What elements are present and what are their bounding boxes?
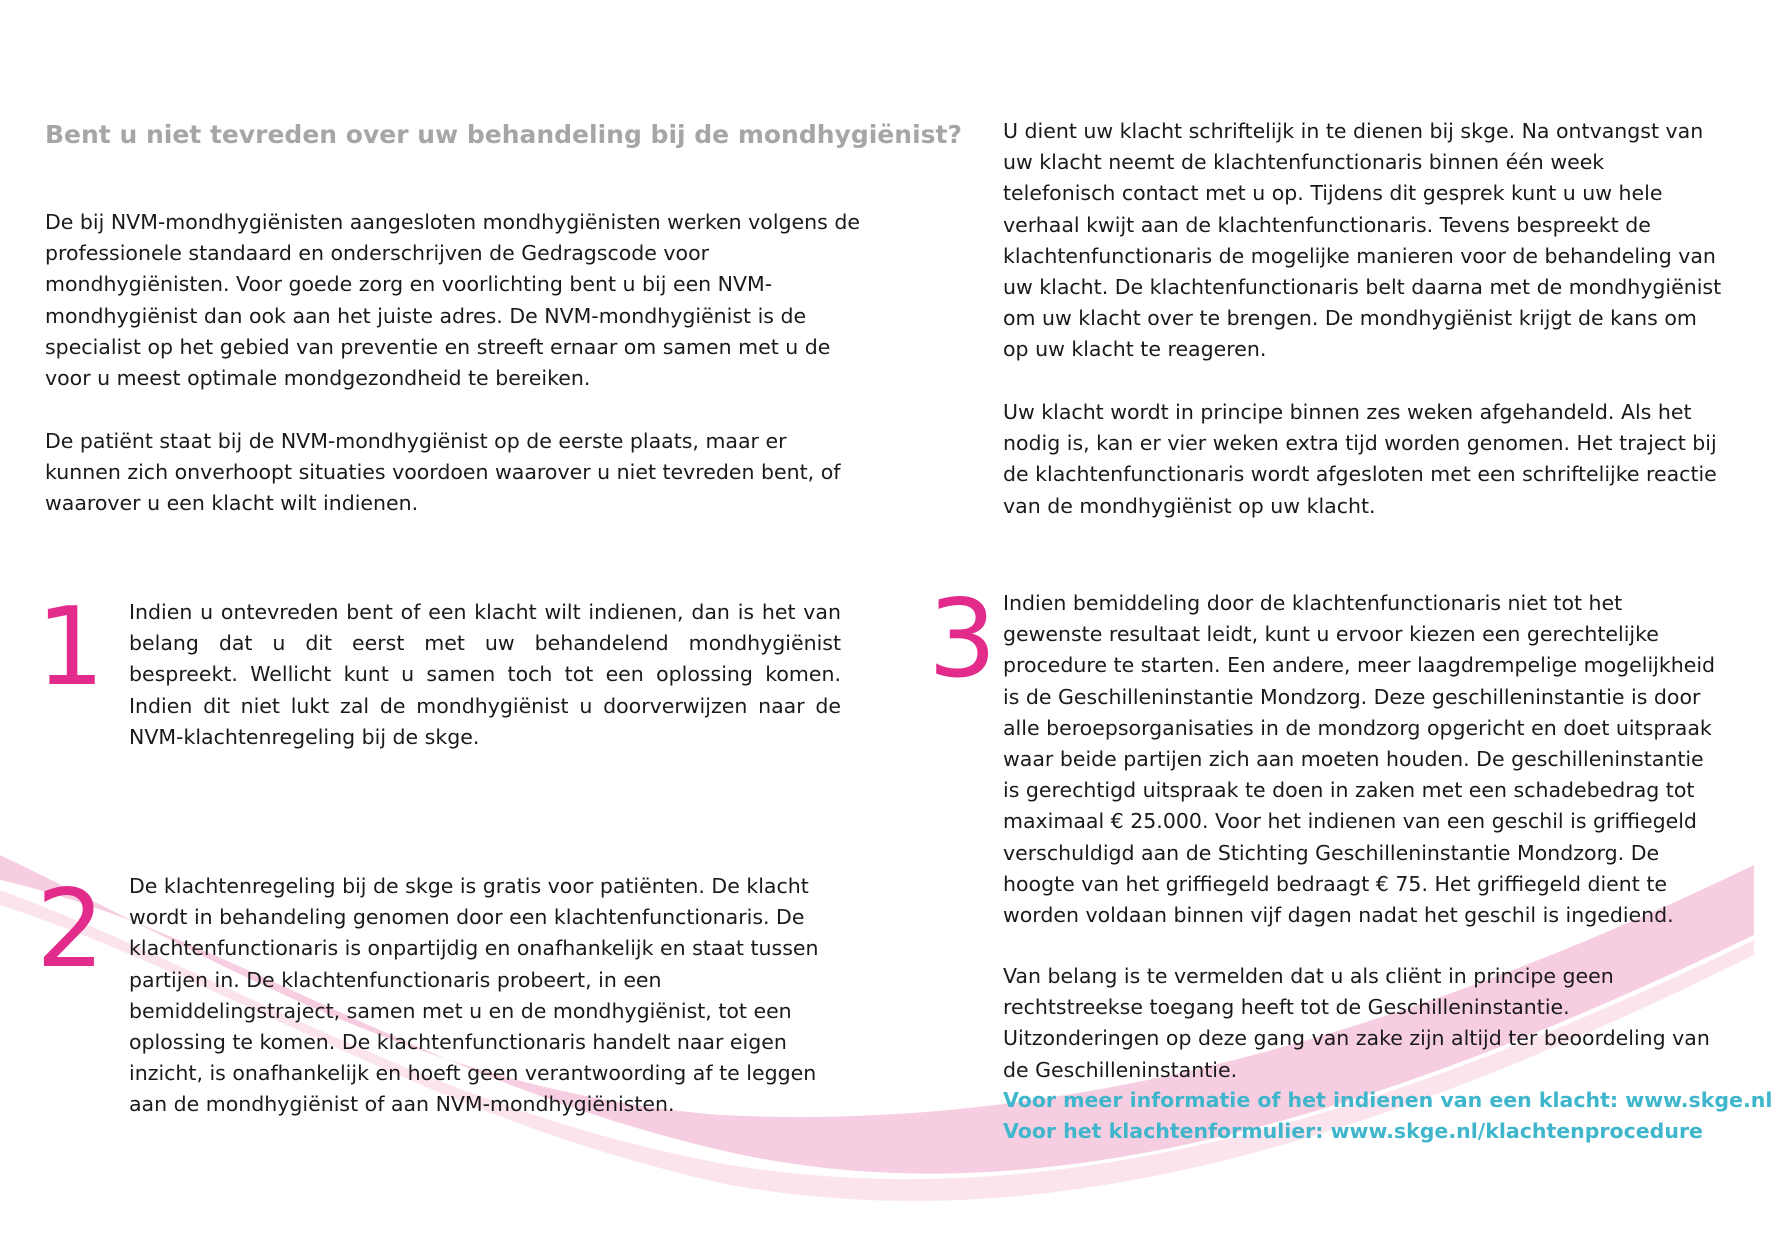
info-links	[1003, 1085, 1772, 1147]
page-heading: Bent u niet tevreden over uw behandeling bij de mondhygiënist?	[45, 119, 962, 149]
info-link-line	[1003, 1085, 1772, 1116]
step-number-3: 3	[928, 577, 997, 702]
intro-paragraph-1: De bij NVM-mondhygiënisten aangesloten mondhygiënisten werken volgens de professionele standaard en onderschrijven de Gedragscode voor mondhygiënisten. Voor goede zorg en voorlichting bent u bij een NVM-mondhygiënist dan ook aan het juiste adres. De NVM-mondhygiënist is de specialist op het gebied van preventie en streeft ernaar om samen met u de voor u meest optimale mondgezondheid te bereiken.	[45, 210, 860, 391]
intro-paragraph-2: De patiënt staat bij de NVM-mondhygiënist op de eerste plaats, maar er kunnen zich onverhoopt situaties voordoen waarover u niet tevreden bent, of waarover u een klacht wilt indienen.	[45, 429, 841, 516]
info-link-label: Voor meer informatie of het indienen van een klacht:	[1003, 1088, 1626, 1112]
right-paragraph-1: U dient uw klacht schriftelijk in te dienen bij skge. Na ontvangst van uw klacht neemt de klachtenfunctionaris binnen één week telefonisch contact met u op. Tijdens dit gesprek kunt u uw hele verhaal kwijt aan de klachtenfunctionaris. Tevens bespreekt de klachtenfunctionaris de mogelijke manieren voor de behandeling van uw klacht. De klachtenfunctionaris belt daarna met de mondhygiënist om uw klacht over te brengen. De mondhygiënist krijgt de kans om op uw klacht te reageren.	[1003, 119, 1722, 362]
right-paragraph-2: Uw klacht wordt in principe binnen zes weken afgehandeld. Als het nodig is, kan er vier weken extra tijd worden genomen. Het traject bij de klachtenfunctionaris wordt afgesloten met een schriftelijke reactie van de mondhygiënist op uw klacht.	[1003, 400, 1717, 518]
step-number-1: 1	[36, 585, 105, 710]
right-paragraph-4: Van belang is te vermelden dat u als cliënt in principe geen rechtstreekse toegang heeft tot de Geschilleninstantie. Uitzonderingen op deze gang van zake zijn altijd ter beoordeling van de Geschilleninstantie.	[1003, 964, 1710, 1082]
skge-website-link[interactable]: www.skge.nl	[1625, 1088, 1772, 1112]
klachtenprocedure-link[interactable]: www.skge.nl/klachtenprocedure	[1330, 1119, 1703, 1144]
form-link-label: Voor het klachtenformulier:	[1003, 1119, 1331, 1144]
form-link-line	[1003, 1116, 1743, 1147]
step-1-text: Indien u ontevreden bent of een klacht wilt indienen, dan is het van belang dat u dit eerst met uw behandelend mondhygiënist bespreekt. Wellicht kunt u samen toch tot een oplossing komen. Indien dit niet lukt zal de mondhygiënist u doorverwijzen naar de NVM-klachtenregeling bij de skge.	[129, 600, 841, 749]
step-3-text: Indien bemiddeling door de klachtenfunctionaris niet tot het gewenste resultaat leidt, kunt u ervoor kiezen een gerechtelijke procedure te starten. Een andere, meer laagdrempelige mogelijkheid is de Geschilleninstantie Mondzorg. Deze geschilleninstantie is door alle beroepsorganisaties in de mondzorg opgericht en doet uitspraak waar beide partijen zich aan moeten houden. De geschilleninstantie is gerechtigd uitspraak te doen in zaken met een schadebedrag tot maximaal € 25.000. Voor het indienen van een geschil is griffiegeld verschuldigd aan de Stichting Geschilleninstantie Mondzorg. De hoogte van het griffiegeld bedraagt € 75. Het griffiegeld dient te worden voldaan binnen vijf dagen nadat het geschil is ingediend.	[1003, 591, 1716, 928]
step-2-text: De klachtenregeling bij de skge is gratis voor patiënten. De klacht wordt in behandeling genomen door een klachtenfunctionaris. De klachtenfunctionaris is onpartijdig en onafhankelijk en staat tussen partijen in. De klachtenfunctionaris probeert, in een bemiddelingstraject, samen met u en de mondhygiënist, tot een oplossing te komen. De klachtenfunctionaris handelt naar eigen inzicht, is onafhankelijk en hoeft geen verantwoording af te leggen aan de mondhygiënist of aan NVM-mondhygiënisten.	[129, 874, 819, 1117]
step-number-2: 2	[36, 867, 105, 992]
